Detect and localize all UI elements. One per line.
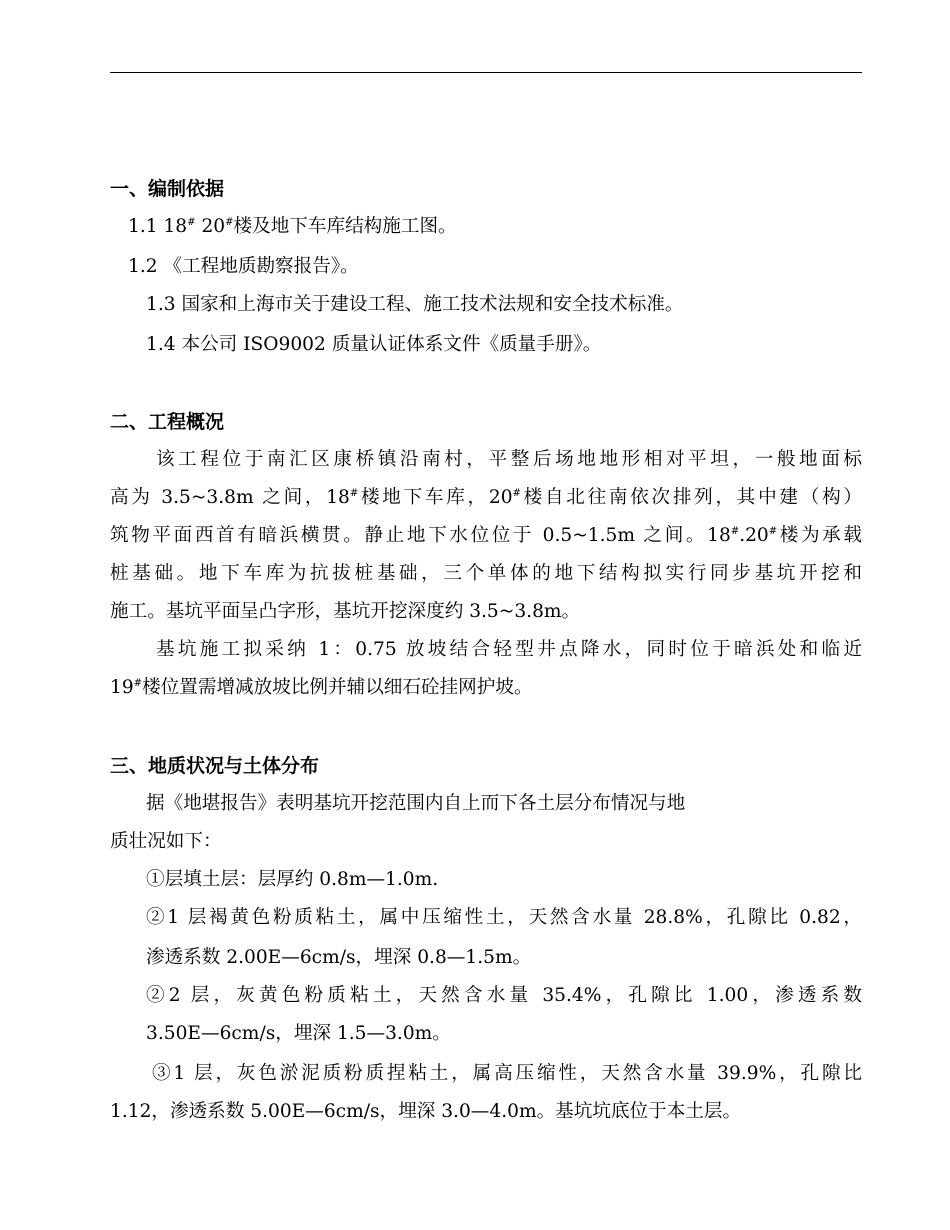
section-heading-geology: 三、地质状况与土体分布 [110, 755, 320, 777]
overview-paragraph-line-3: 筑物平面西首有暗浜横贯。静止地下水位位于 0.5~1.5m 之间。18#.20#楼为承载 [110, 525, 862, 546]
basis-item-1: 1.1 18# 20#楼及地下车库结构施工图。 [128, 216, 457, 237]
excavation-paragraph-line-2: 19#楼位置需增减放坡比例并辅以细石砼挂网护坡。 [110, 677, 533, 698]
section-heading-overview: 二、工程概况 [110, 411, 225, 433]
overview-paragraph-line-2: 高为 3.5~3.8m 之间，18#楼地下车库，20#楼自北往南依次排列，其中建（构） [110, 487, 862, 508]
soil-layer-2-2-line-2: 3.50E—6cm/s，埋深 1.5—3.0m。 [146, 1023, 451, 1044]
overview-paragraph-line-4: 桩基础。地下车库为抗拔桩基础，三个单体的地下结构拟实行同步基坑开挖和 [110, 563, 862, 584]
overview-paragraph-line-1: 该工程位于南汇区康桥镇沿南村，平整后场地地形相对平坦，一般地面标 [156, 449, 862, 470]
soil-layer-2-1-line-1: ②1 层褐黄色粉质粘土，属中压缩性土，天然含水量 28.8%，孔隙比 0.82， [146, 907, 862, 928]
overview-paragraph-line-5: 施工。基坑平面呈凸字形，基坑开挖深度约 3.5~3.8m。 [110, 601, 581, 622]
geology-intro-line-1: 据《地堪报告》表明基坑开挖范围内自上而下各土层分布情况与地 [146, 793, 686, 814]
header-rule [110, 72, 862, 73]
excavation-paragraph-line-1: 基坑施工拟采纳 1：0.75 放坡结合轻型井点降水，同时位于暗浜处和临近 [156, 639, 862, 660]
basis-item-3: 1.3 国家和上海市关于建设工程、施工技术法规和安全技术标准。 [146, 294, 684, 315]
soil-layer-2-1-line-2: 渗透系数 2.00E—6cm/s，埋深 0.8—1.5m。 [146, 947, 532, 968]
section-heading-basis: 一、编制依据 [110, 178, 225, 200]
basis-item-2: 1.2 《工程地质勘察报告》。 [128, 256, 359, 277]
soil-layer-3-1-line-1: ③1 层，灰色淤泥质粉质捏粘土，属高压缩性，天然含水量 39.9%，孔隙比 [152, 1063, 862, 1084]
soil-layer-2-2-line-1: ②2 层，灰黄色粉质粘土，天然含水量 35.4%，孔隙比 1.00，渗透系数 [146, 985, 862, 1006]
soil-layer-3-1-line-2: 1.12，渗透系数 5.00E—6cm/s，埋深 3.0—4.0m。基坑坑底位于本土层。 [110, 1101, 742, 1122]
soil-layer-fill: ①层填土层：层厚约 0.8m—1.0m. [146, 869, 439, 890]
geology-intro-line-2: 质壮况如下： [110, 831, 222, 852]
basis-item-4: 1.4 本公司 ISO9002 质量认证体系文件《质量手册》。 [146, 334, 602, 355]
